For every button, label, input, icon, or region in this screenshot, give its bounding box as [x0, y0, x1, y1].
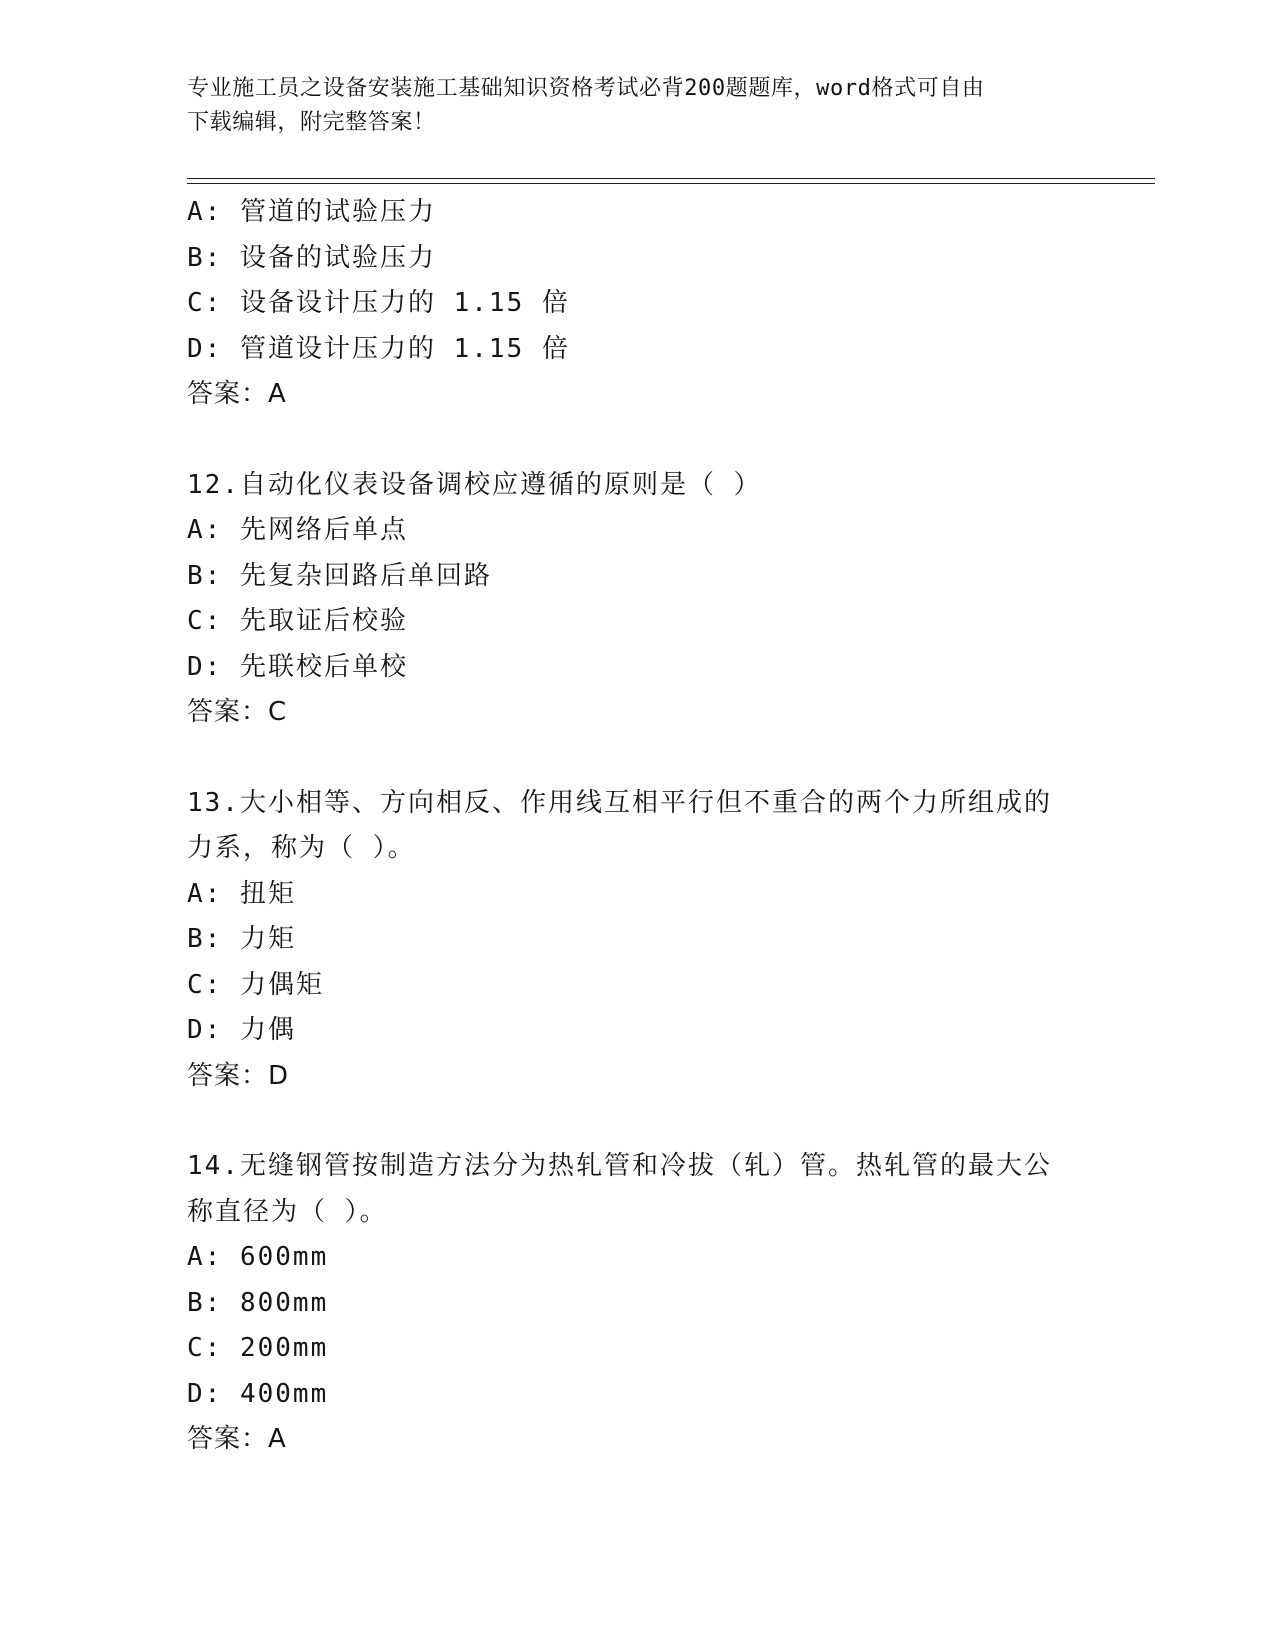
- option-a: A: 管道的试验压力: [187, 197, 436, 227]
- option-c: C: 200mm: [187, 1333, 329, 1363]
- option-d: D: 管道设计压力的 1.15 倍: [187, 333, 570, 364]
- question-13: [187, 781, 1087, 1100]
- option-b: B: 先复杂回路后单回路: [187, 560, 492, 591]
- option-a: A: 扭矩: [187, 878, 296, 909]
- question-content: [187, 190, 1087, 1463]
- header-line-1: 专业施工员之设备安装施工基础知识资格考试必背200题题库，word格式可自由: [187, 76, 985, 101]
- question-text-line-2: 力系，称为（ ）。: [187, 833, 416, 863]
- option-c: C: 先取证后校验: [187, 606, 408, 636]
- option-c: C: 力偶矩: [187, 969, 324, 1000]
- option-d: D: 先联校后单校: [187, 651, 408, 682]
- option-c: C: 设备设计压力的 1.15 倍: [187, 288, 570, 318]
- answer: 答案：A: [187, 379, 287, 409]
- header-line-2: 下载编辑，附完整答案！: [187, 110, 436, 135]
- header-divider-top: [187, 178, 1155, 179]
- spacer: [187, 1099, 1087, 1144]
- question-text-line-1: 13.大小相等、方向相反、作用线互相平行但不重合的两个力所组成的: [187, 787, 1052, 818]
- question-text-line-1: 14.无缝钢管按制造方法分为热轧管和冷拔（轧）管。热轧管的最大公: [187, 1151, 1052, 1181]
- option-a: A: 600mm: [187, 1242, 329, 1272]
- question-14: [187, 1144, 1087, 1463]
- option-b: B: 800mm: [187, 1287, 329, 1318]
- option-d: D: 400mm: [187, 1378, 329, 1409]
- answer: 答案：A: [187, 1424, 287, 1454]
- spacer: [187, 418, 1087, 463]
- document-header: [187, 72, 1067, 140]
- question-text: 12.自动化仪表设备调校应遵循的原则是（ ）: [187, 469, 762, 500]
- spacer: [187, 736, 1087, 781]
- header-divider-bottom: [187, 183, 1155, 184]
- question-text-line-2: 称直径为（ ）。: [187, 1196, 388, 1227]
- option-a: A: 先网络后单点: [187, 515, 408, 545]
- answer: 答案：D: [187, 1060, 290, 1091]
- question-11: [187, 190, 1087, 418]
- answer: 答案：C: [187, 697, 288, 727]
- option-b: B: 力矩: [187, 924, 296, 954]
- option-b: B: 设备的试验压力: [187, 242, 436, 273]
- option-d: D: 力偶: [187, 1015, 296, 1045]
- question-12: [187, 463, 1087, 736]
